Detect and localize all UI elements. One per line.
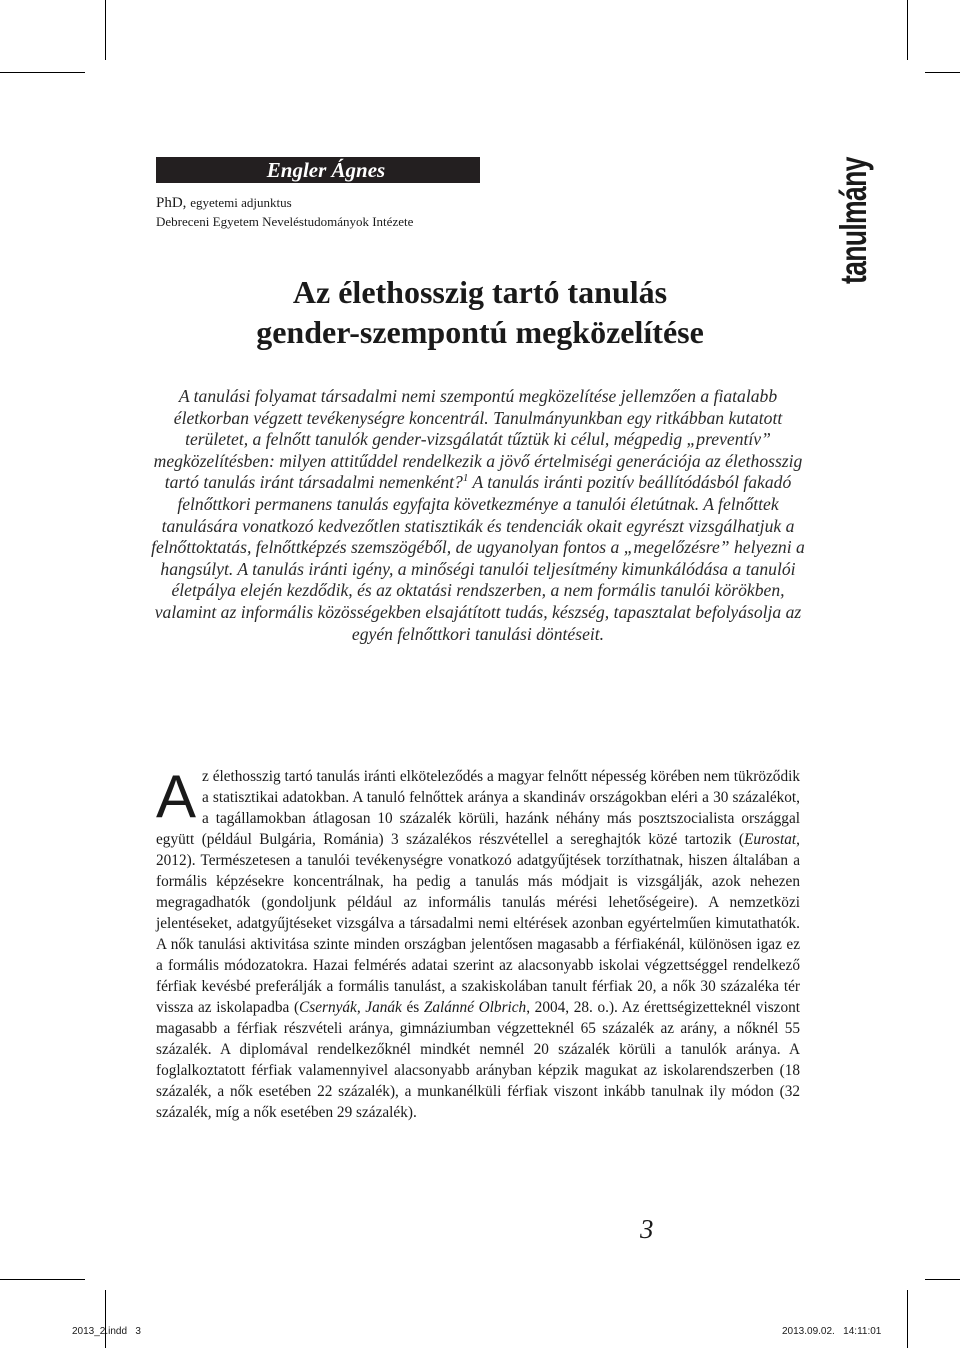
crop-mark [105,0,106,60]
section-label [833,108,874,284]
page-number: 3 [640,1214,654,1244]
body-paragraph [156,763,800,1123]
article-title-line-2: gender-szempontú megközelítése [256,314,704,350]
author-degree: PhD, [156,195,187,211]
crop-mark [925,72,960,73]
citation-csernyak-janak: Csernyák, Janák [299,999,402,1016]
crop-mark [907,0,908,60]
abstract [143,386,813,645]
author-degree-line [156,194,292,212]
section-label-text: tanulmány [833,157,874,284]
drop-cap: A [156,763,197,830]
crop-mark [0,1279,85,1280]
crop-mark [105,1290,106,1348]
abstract-text-part-2: A tanulás iránti pozitív beállítódásból fakadó felnőttkori permanens tanulás egyfajta következménye a tanulói életútnak. A felnőttek tanulására vonatkozó kedvezőtlen statisztikák és tendenciák okait egyrészt vizsgálhatjuk a felnőttoktatás, felnőttképzés szemszögéből, de ugyanolyan fontos a „megelőzésre” helyezni a hangsúlyt. A tanulás iránti igény, a minőségi tanulói teljesítmény kimunkálódása a tanulói életpálya elején kezdődik, és az oktatási rendszerben, a nem formális tanulói körökben, valamint az informális közösségekben elsajátított tudás, készség, tapasztalat befolyásolja az egyén felnőttkori tanulási döntéseit. [151,472,805,644]
article-title-line-1: Az élethosszig tartó tanulás [292,274,668,310]
body-text-part-4: , 2004, 28. o.). Az érettségizetteknél viszont magasabb a férfiak részvételi aránya, gimnáziumban végzetteknél 65 százalék az arány, a nőknél 55 százalék. A diplomával rendelkezőknél mindkét nemnél 20 százalék körüli a tanulók aránya. A foglalkoztatott férfiak valamennyivel alacsonyabb arányban képzik magukat az iskolarendszerben (18 százalék, a nők esetében 22 százalék), a munkanélküli férfiak viszont inkább tanulnak ily módon (32 százalék, míg a nők esetében 29 százalék). [156,999,800,1121]
body-text-part-2: , 2012). Természetesen a tanulói tevékenységre vonatkozó adatgyűjtések torzíthatnak, hiszen általában a formális képzésekre koncentrálnak, ha pedig a tanulás más módjait is vizsgálják, azok nehezen megragadhatók (gondoljunk például az informális tanulás mérési lehetőségeire). A nemzetközi jelentéseket, adatgyűjtéseket vizsgálva a társadalmi nemi eltérések azonban egyértelműen kimutathatók. A nők tanulási aktivitása szinte minden országban jelentősen magasabb a férfiakénál, különösen igaz ez a formális módozatokra. Hazai felmérés adatai szerint az alacsonyabb iskolai végzettséggel rendelkező férfiak kevésbé preferálják a formális tanulást, a szakiskolában tanult férfiak 20, a nők 30 százaléka tér vissza az iskolapadba ( [156,831,800,1016]
citation-zalanne-olbrich: Zalánné Olbrich [423,999,527,1016]
author-name-bar [156,157,480,183]
body-text-part-3: és [401,999,424,1016]
body-text-part-1: z élethosszig tartó tanulás iránti elköteleződés a magyar felnőtt népesség körében nem tükröződik a statisztikai adatokban. A tanuló felnőttek aránya a skandináv országokban eléri a 30 százalékot, a tagállamokban átlagosan 10 százalék körüli, hazánk néhány más posztszocialista országgal együtt (például Bulgária, Románia) 3 százalékos részvétellel a sereghajtók közé tartozik ( [156,768,800,848]
footer-file-name: 2013_2.indd 3 [72,1326,141,1337]
crop-mark [925,1279,960,1280]
author-name: Engler Ágnes [266,158,386,182]
crop-mark [907,1290,908,1348]
author-institution: Debreceni Egyetem Neveléstudományok Intézete [156,214,414,229]
article-title [120,272,840,352]
crop-mark [0,72,85,73]
author-position: egyetemi adjunktus [190,195,292,210]
footnote-reference[interactable]: 1 [462,472,469,485]
citation-eurostat: Eurostat [744,831,797,848]
footer-timestamp: 2013.09.02. 14:11:01 [782,1326,882,1337]
abstract-text-part-1: A tanulási folyamat társadalmi nemi szempontú megközelítése jellemzően a fiatalabb életkorban végzett tevékenységre koncentrál. Tanulmányunkban egy ritkábban kutatott területet, a felnőtt tanulók gender-vizsgálatát tűztük ki célul, mégpedig „preventív” megközelítésben: milyen attitűddel rendelkezik a jövő értelmiségi generációja az élethosszig tartó tanulás iránt társadalmi nemenként? [153,386,803,493]
